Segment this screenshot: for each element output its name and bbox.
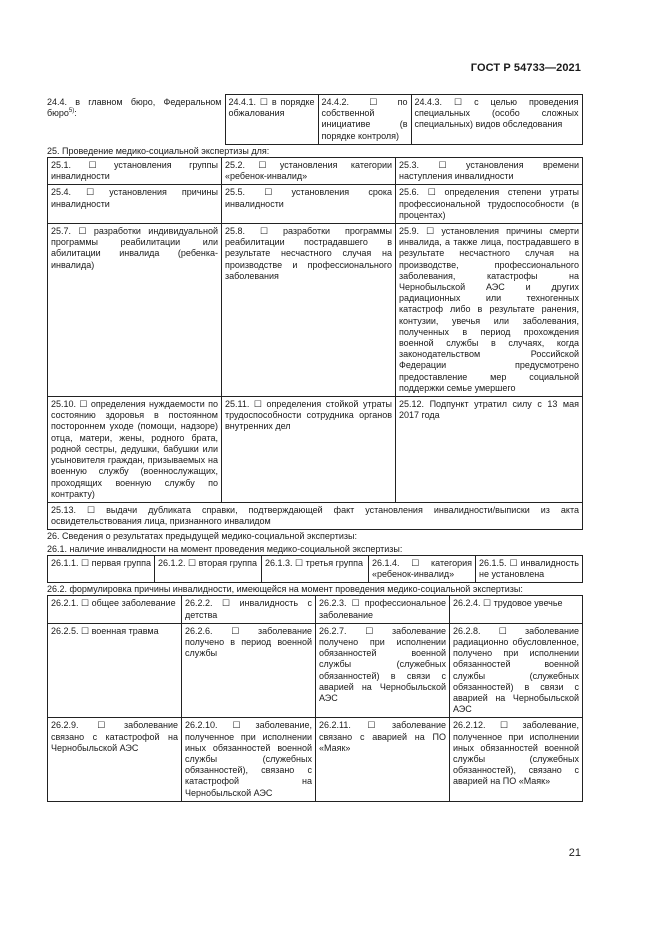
option-25-11[interactable]: 25.11. ☐ определения стойкой утраты трудоспособности сотрудника органов внутренних дел [222, 397, 396, 503]
option-26-2-12[interactable]: 26.2.12. ☐ заболевание, полученное при исполнении иных обязанностей военной службы (служебных обязанностей), связано с аварией на ПО «Маяк» [450, 718, 583, 801]
option-25-13[interactable]: 25.13. ☐ выдачи дубликата справки, подтверждающей факт установления инвалидности/выписки из акта освидетельствования лица, признанного инвалидом [48, 502, 583, 529]
option-26-1-1[interactable]: 26.1.1. ☐ первая группа [48, 555, 155, 582]
option-24-4-3[interactable]: 24.4.3. ☐ с целью проведения специальных (особо сложных специальных) видов обследования [411, 95, 582, 145]
option-25-10[interactable]: 25.10. ☐ определения нуждаемости по состоянию здоровья в постоянном постороннем уходе (помощи, надзоре) отца, матери, жены, родного брата, родной сестры, дедушки, бабушки или усыновителя граждан, призываемых на военную службу (военнослужащих, проходящих военную службу по контракту) [48, 397, 222, 503]
option-25-5[interactable]: 25.5. ☐ установления срока инвалидности [222, 185, 396, 224]
standard-header: ГОСТ Р 54733—2021 [470, 62, 581, 74]
option-26-2-3[interactable]: 26.2.3. ☐ профессиональное заболевание [316, 596, 450, 623]
option-25-12: 25.12. Подпункт утратил силу с 13 мая 2017 года [396, 397, 583, 503]
item-24-4-label: 24.4. в главном бюро, Федеральном бюро$^{5)}$: [47, 96, 222, 118]
table-24-4 [47, 94, 583, 145]
form-content [47, 94, 582, 802]
option-26-2-1[interactable]: 26.2.1. ☐ общее заболевание [48, 596, 182, 623]
option-25-3[interactable]: 25.3. ☐ установления времени наступления инвалидности [396, 158, 583, 185]
item-26-2-title: 26.2. формулировка причины инвалидности, имеющейся на момент проведения медико-социальной экспертизы: [47, 584, 523, 595]
option-26-2-7[interactable]: 26.2.7. ☐ заболевание получено при исполнении обязанностей военной службы (служебных обязанностей) в связи с аварией на Чернобыльской АЭС [316, 623, 450, 718]
option-24-4-1[interactable]: 24.4.1. ☐ в порядке обжалования [225, 95, 318, 145]
option-26-1-2[interactable]: 26.1.2. ☐ вторая группа [155, 555, 262, 582]
table-26-1 [47, 555, 583, 583]
option-26-2-4[interactable]: 26.2.4. ☐ трудовое увечье [450, 596, 583, 623]
option-25-6[interactable]: 25.6. ☐ определения степени утраты профессиональной трудоспособности (в процентах) [396, 185, 583, 224]
option-25-8[interactable]: 25.8. ☐ разработки программы реабилитации пострадавшего в результате несчастного случая на производстве и профессионального заболевания [222, 224, 396, 397]
option-26-1-3[interactable]: 26.1.3. ☐ третья группа [262, 555, 369, 582]
option-25-1[interactable]: 25.1. ☐ установления группы инвалидности [48, 158, 222, 185]
table-26-2 [47, 595, 583, 801]
option-25-2[interactable]: 25.2. ☐ установления категории «ребенок-инвалид» [222, 158, 396, 185]
option-25-9[interactable]: 25.9. ☐ установления причины смерти инвалида, а также лица, пострадавшего в результате несчастного случая на производстве, профессионального заболевания, катастрофы на Чернобыльской АЭС и других радиационных или техногенных катастроф либо в результате ранения, контузии, увечья или заболевания, полученных в период прохождения военной службы в случаях, когда законодательством Российской Федерации предусмотрено предоставление мер социальной поддержки семье умершего [396, 224, 583, 397]
option-26-2-10[interactable]: 26.2.10. ☐ заболевание, полученное при исполнении иных обязанностей военной службы (служебных обязанностей), связано с катастрофой на Чернобыльской АЭС [182, 718, 316, 801]
option-26-2-9[interactable]: 26.2.9. ☐ заболевание связано с катастрофой на Чернобыльской АЭС [48, 718, 182, 801]
page-number: 21 [568, 847, 581, 859]
option-26-2-6[interactable]: 26.2.6. ☐ заболевание получено в период военной службы [182, 623, 316, 718]
option-26-2-5[interactable]: 26.2.5. ☐ военная травма [48, 623, 182, 718]
option-26-1-5[interactable]: 26.1.5. ☐ инвалидность не установлена [476, 555, 583, 582]
option-26-2-11[interactable]: 26.2.11. ☐ заболевание связано с аварией на ПО «Маяк» [316, 718, 450, 801]
option-26-1-4[interactable]: 26.1.4. ☐ категория «ребенок-инвалид» [369, 555, 476, 582]
item-25-title: 25. Проведение медико-социальной экспертизы для: [47, 145, 270, 156]
option-25-7[interactable]: 25.7. ☐ разработки индивидуальной программы реабилитации или абилитации инвалида (ребенка-инвалида) [48, 224, 222, 397]
option-26-2-2[interactable]: 26.2.2. ☐ инвалидность с детства [182, 596, 316, 623]
option-26-2-8[interactable]: 26.2.8. ☐ заболевание радиационно обусловленное, получено при исполнении обязанностей военной службы (служебных обязанностей) в связи с аварией на Чернобыльской АЭС [450, 623, 583, 718]
item-26-title: 26. Сведения о результатах предыдущей медико-социальной экспертизы: [47, 531, 357, 542]
item-26-1-title: 26.1. наличие инвалидности на момент проведения медико-социальной экспертизы: [47, 543, 403, 554]
option-24-4-2[interactable]: 24.4.2. ☐ по собственной инициативе (в порядке контроля) [318, 95, 411, 145]
table-25 [47, 157, 583, 530]
option-25-4[interactable]: 25.4. ☐ установления причины инвалидности [48, 185, 222, 224]
